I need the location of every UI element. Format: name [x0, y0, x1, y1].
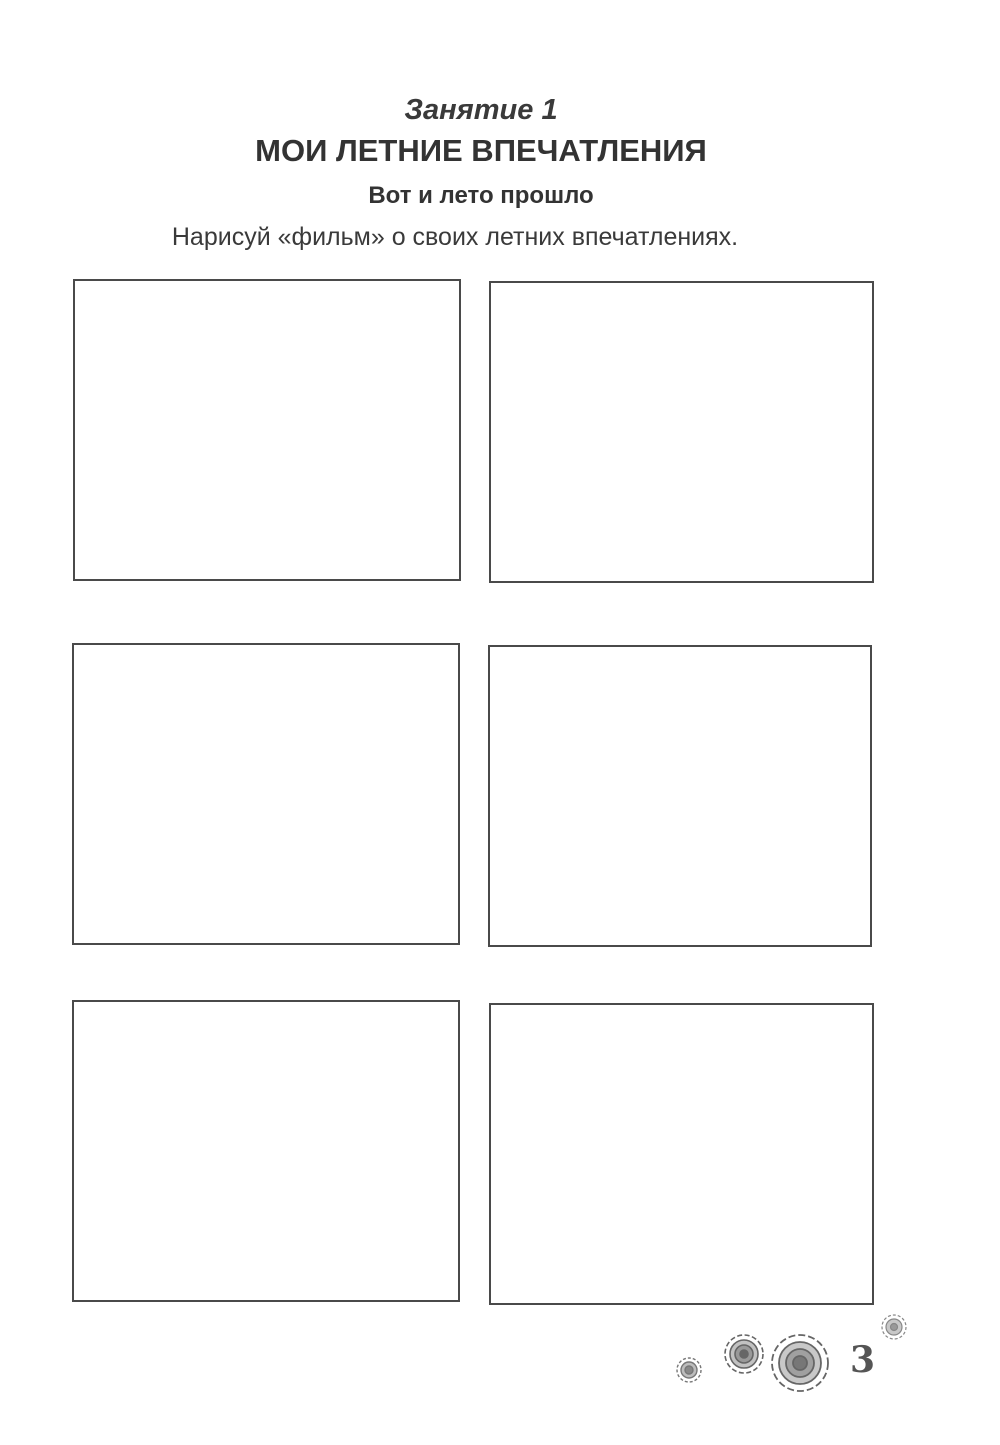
section-subtitle: Вот и лето прошло — [368, 182, 594, 209]
lesson-label: Занятие 1 — [404, 94, 558, 126]
task-instruction: Нарисуй «фильм» о своих летних впечатлениях. — [171, 223, 739, 251]
drawing-frame-2[interactable] — [489, 281, 874, 583]
flower-ornament-icon — [723, 1333, 765, 1375]
page-number: 3 — [850, 1339, 876, 1381]
flower-ornament-icon — [770, 1333, 830, 1393]
page-title: МОИ ЛЕТНИЕ ВПЕЧАТЛЕНИЯ — [255, 133, 707, 168]
drawing-frame-6[interactable] — [489, 1003, 874, 1305]
drawing-frame-3[interactable] — [72, 643, 460, 945]
drawing-frame-4[interactable] — [488, 645, 872, 947]
drawing-frame-1[interactable] — [73, 279, 461, 581]
flower-ornament-icon — [675, 1356, 703, 1384]
flower-ornament-icon — [880, 1313, 908, 1341]
drawing-frame-5[interactable] — [72, 1000, 460, 1302]
